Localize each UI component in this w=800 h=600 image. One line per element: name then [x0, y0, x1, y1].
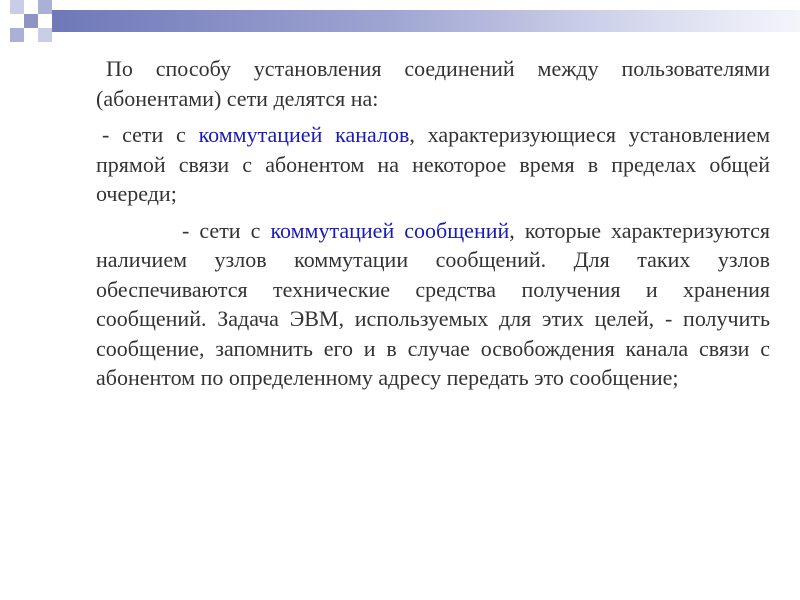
header-decoration: [0, 0, 800, 50]
paragraph-prefix: - сети с: [182, 217, 271, 243]
gradient-band: [52, 10, 800, 32]
decor-square: [10, 14, 24, 28]
term-circuit-switching: коммутацией каналов: [198, 122, 410, 147]
decor-square: [38, 28, 52, 42]
paragraph-message-switching: [96, 216, 770, 393]
paragraph-circuit-switching: [96, 120, 770, 209]
slide-body: [96, 54, 770, 393]
paragraph-prefix: - сети с: [102, 122, 199, 147]
decor-square: [38, 0, 52, 14]
decor-square: [24, 14, 38, 28]
term-message-switching: коммутацией сообщений: [270, 217, 510, 243]
paragraph-suffix: , характеризующиеся установлением прямой связи с абонентом на некоторое время в пределах общей очереди;: [96, 122, 771, 206]
decor-square: [24, 0, 38, 14]
decor-square: [10, 0, 24, 14]
decor-square: [10, 28, 24, 42]
paragraph-intro: По способу установления соединений между пользователями (абонентами) сети делятся на:: [96, 56, 770, 111]
paragraph-suffix: , которые характеризуются наличием узлов коммутации сообщений. Для таких узлов обеспечиваются технические средства получения и хранения сообщений. Задача ЭВМ, используемых для этих целей, - получить сообщение, запомнить его и в случае освобождения канала связи с абонентом по определенному адресу передать это сообщение;: [96, 217, 770, 390]
